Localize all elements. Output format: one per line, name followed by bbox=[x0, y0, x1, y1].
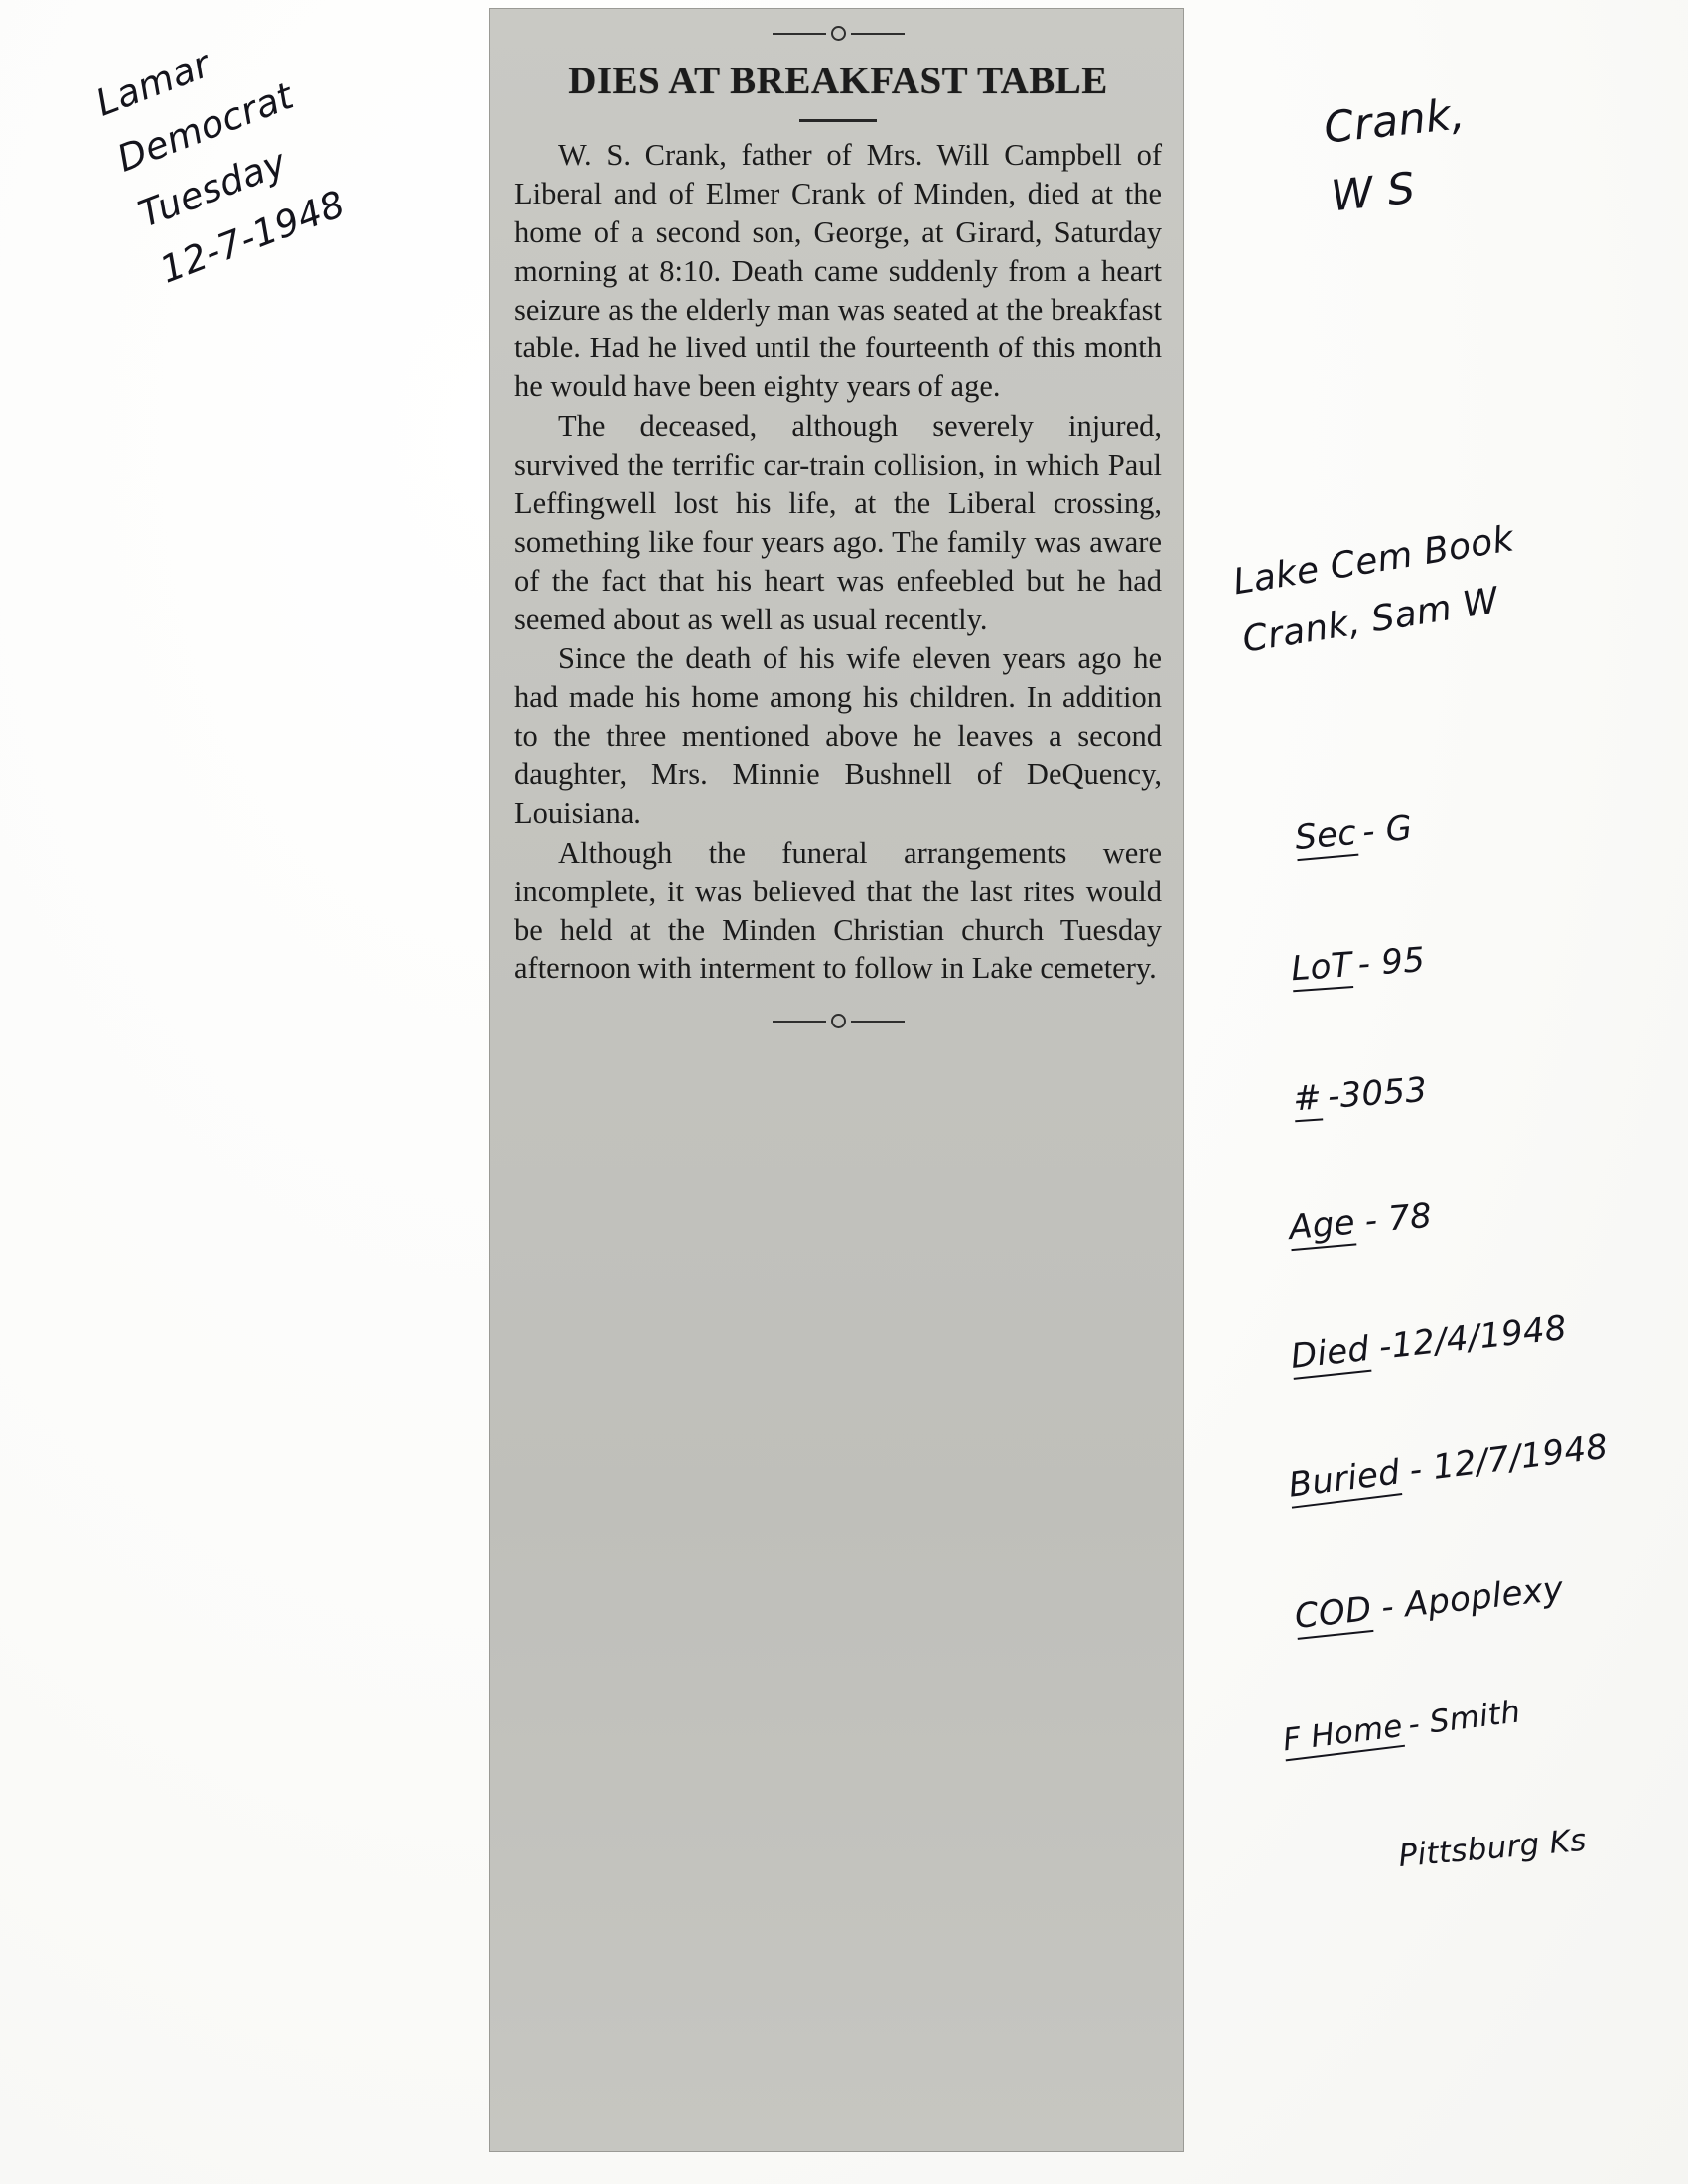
record-field-label: Buried bbox=[1287, 1452, 1403, 1508]
record-field-label: Age bbox=[1288, 1202, 1357, 1251]
article-paragraph: Since the death of his wife eleven years ago he had made his home among his children. In addition to the three mentioned above he leaves a second daughter, Mrs. Minnie Bushnell of DeQuency, Louisiana. bbox=[514, 641, 1162, 830]
headline-divider bbox=[799, 119, 877, 122]
page-title: DIES AT BREAKFAST TABLE bbox=[568, 60, 1108, 102]
handwritten-source-note: Lamar Democrat Tuesday 12-7-1948 bbox=[89, 42, 351, 292]
newspaper-clipping bbox=[489, 8, 1184, 2152]
article-paragraph: W. S. Crank, father of Mrs. Will Campbell of Liberal and of Elmer Crank of Minden, died at the home of a second son, George, at Girard, Saturday morning at 8:10. Death came suddenly from a heart seizure as the elderly man was seated at the breakfast table. Had he lived until the fourteenth of this month he would have been eighty years of age. bbox=[514, 138, 1162, 404]
handwritten-name-note: Crank, W S bbox=[1321, 89, 1468, 222]
bottom-ornament bbox=[514, 1014, 1162, 1030]
record-field-value: - Apoplexy bbox=[1379, 1569, 1566, 1628]
record-field-value: Pittsburg Ks bbox=[1397, 1822, 1588, 1875]
record-field-value: - 78 bbox=[1362, 1195, 1434, 1242]
record-field-row bbox=[1224, 748, 1654, 905]
handwritten-cemetery-book-note: Lake Cem Book Crank, Sam W bbox=[1230, 518, 1517, 662]
record-field-value: - Smith bbox=[1406, 1694, 1523, 1743]
clipping-content bbox=[514, 26, 1162, 2138]
record-field-value: -3053 bbox=[1326, 1069, 1429, 1117]
record-field-value: -12/4/1948 bbox=[1376, 1307, 1569, 1368]
article-paragraph: The deceased, although severely injured, survived the terrific car-train collision, in which Paul Leffingwell lost his life, at the Liberal crossing, something like four years ago. The family was aware of the fact that his heart was enfeebled but he had seemed about as well as usual recently. bbox=[514, 409, 1162, 636]
record-field-label: Sec bbox=[1294, 813, 1359, 861]
record-field-label: F Home bbox=[1281, 1708, 1405, 1761]
handwritten-record-fields bbox=[1223, 784, 1650, 1924]
record-field-value: - 95 bbox=[1356, 939, 1427, 985]
record-field-label: # bbox=[1292, 1077, 1324, 1122]
record-field-row bbox=[1328, 1781, 1653, 1915]
record-field-label: LoT bbox=[1290, 945, 1353, 992]
article-body bbox=[514, 136, 1162, 988]
record-field-value: - G bbox=[1360, 807, 1414, 853]
article-paragraph: Although the funeral arrangements were incomplete, it was believed that the last rites would be held at the Minden Christian church Tuesday afternoon with interment to follow in Lake cemetery. bbox=[514, 835, 1162, 986]
record-field-label: Died bbox=[1289, 1329, 1371, 1380]
record-field-label: COD bbox=[1293, 1589, 1374, 1640]
record-field-row bbox=[1221, 885, 1654, 1036]
record-field-value: - 12/7/1948 bbox=[1407, 1427, 1611, 1491]
top-ornament bbox=[514, 26, 1162, 43]
